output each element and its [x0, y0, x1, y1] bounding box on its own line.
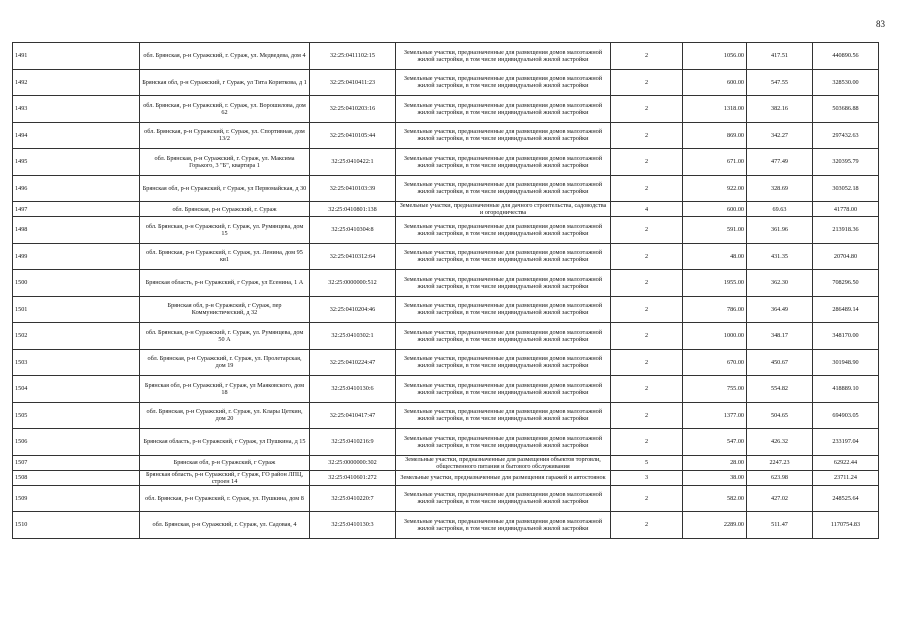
- row-land-use-category: Земельные участки, предназначенные для размещения домов малоэтажной жилой застройки, в том числе индивидуальной жилой застройки: [396, 376, 611, 403]
- row-specific-value: 504.65: [747, 402, 813, 429]
- row-specific-value: 362.30: [747, 270, 813, 297]
- row-area: 1318.00: [683, 96, 747, 123]
- row-area: 786.00: [683, 296, 747, 323]
- row-cadastral-value: 328530.00: [813, 69, 879, 96]
- table-row: [13, 175, 879, 202]
- row-cadastral-value: 297432.63: [813, 122, 879, 149]
- row-area: 755.00: [683, 376, 747, 403]
- row-specific-value: 417.51: [747, 43, 813, 70]
- row-address: обл. Брянская, р-н Суражский, г. Сураж, ул. Румянцева, дом 15: [140, 217, 310, 244]
- row-area: 600.00: [683, 202, 747, 217]
- row-land-use-category: Земельные участки, предназначенные для размещения домов малоэтажной жилой застройки, в том числе индивидуальной жилой застройки: [396, 349, 611, 376]
- table-row: [13, 69, 879, 96]
- row-land-use-category: Земельные участки, предназначенные для размещения объектов торговли, общественного питания и бытового обслуживания: [396, 455, 611, 470]
- row-group-code: 2: [611, 512, 683, 539]
- row-cadastral-number: 32:25:0410103:39: [310, 175, 396, 202]
- row-land-use-category: Земельные участки, предназначенные для размещения домов малоэтажной жилой застройки, в том числе индивидуальной жилой застройки: [396, 296, 611, 323]
- row-cadastral-number: 32:25:0410224:47: [310, 349, 396, 376]
- row-area: 48.00: [683, 243, 747, 270]
- row-specific-value: 348.17: [747, 323, 813, 350]
- row-cadastral-number: 32:25:0410216:9: [310, 429, 396, 456]
- row-specific-value: 69.63: [747, 202, 813, 217]
- row-area: 1000.00: [683, 323, 747, 350]
- row-group-code: 2: [611, 149, 683, 176]
- row-cadastral-value: 20704.80: [813, 243, 879, 270]
- row-number: 1506: [13, 429, 140, 456]
- row-specific-value: 477.49: [747, 149, 813, 176]
- row-number: 1499: [13, 243, 140, 270]
- row-address: Брянская обл, р-н Суражский, г Сураж, пер Коммунистический, д 32: [140, 296, 310, 323]
- row-address: Брянская область, р-н Суражский, г Сураж, ГО район ЛПЦ, строен 14: [140, 470, 310, 485]
- row-specific-value: 547.55: [747, 69, 813, 96]
- row-cadastral-value: 233197.04: [813, 429, 879, 456]
- row-cadastral-number: 32:25:0410203:16: [310, 96, 396, 123]
- row-area: 922.00: [683, 175, 747, 202]
- row-land-use-category: Земельные участки, предназначенные для размещения домов малоэтажной жилой застройки, в том числе индивидуальной жилой застройки: [396, 270, 611, 297]
- row-number: 1507: [13, 455, 140, 470]
- row-number: 1502: [13, 323, 140, 350]
- row-land-use-category: Земельные участки, предназначенные для размещения домов малоэтажной жилой застройки, в том числе индивидуальной жилой застройки: [396, 217, 611, 244]
- row-area: 1377.00: [683, 402, 747, 429]
- row-specific-value: 554.82: [747, 376, 813, 403]
- row-land-use-category: Земельные участки, предназначенные для размещения домов малоэтажной жилой застройки, в том числе индивидуальной жилой застройки: [396, 122, 611, 149]
- row-group-code: 2: [611, 323, 683, 350]
- row-specific-value: 382.16: [747, 96, 813, 123]
- row-number: 1493: [13, 96, 140, 123]
- row-land-use-category: Земельные участки, предназначенные для размещения домов малоэтажной жилой застройки, в том числе индивидуальной жилой застройки: [396, 485, 611, 512]
- row-number: 1504: [13, 376, 140, 403]
- row-address: обл. Брянская, р-н Суражский, г. Сураж, ул. Ворошилова, дом 62: [140, 96, 310, 123]
- table-row: [13, 122, 879, 149]
- row-number: 1501: [13, 296, 140, 323]
- row-group-code: 2: [611, 485, 683, 512]
- row-land-use-category: Земельные участки, предназначенные для размещения домов малоэтажной жилой застройки, в том числе индивидуальной жилой застройки: [396, 512, 611, 539]
- table-row: [13, 217, 879, 244]
- row-number: 1508: [13, 470, 140, 485]
- row-cadastral-value: 1170754.83: [813, 512, 879, 539]
- table-row: [13, 402, 879, 429]
- row-cadastral-number: 32:25:0410130:3: [310, 512, 396, 539]
- page-number: 83: [876, 19, 885, 29]
- row-group-code: 2: [611, 402, 683, 429]
- row-address: Брянская обл, р-н Суражский, г Сураж, ул Первомайская, д 30: [140, 175, 310, 202]
- row-group-code: 2: [611, 122, 683, 149]
- row-number: 1491: [13, 43, 140, 70]
- row-address: Брянская область, р-н Суражский, г Сураж, ул Есенина, 1 А: [140, 270, 310, 297]
- table-row: [13, 149, 879, 176]
- row-cadastral-number: 32:25:0410422:1: [310, 149, 396, 176]
- row-group-code: 3: [611, 470, 683, 485]
- row-address: обл. Брянская, р-н Суражский, г. Сураж, ул. Ленина, дом 95 кв1: [140, 243, 310, 270]
- row-area: 582.00: [683, 485, 747, 512]
- land-registry-table: [12, 42, 879, 539]
- row-area: 671.00: [683, 149, 747, 176]
- row-cadastral-value: 418889.10: [813, 376, 879, 403]
- table-row: [13, 43, 879, 70]
- row-area: 670.00: [683, 349, 747, 376]
- row-area: 1955.00: [683, 270, 747, 297]
- row-cadastral-value: 213918.36: [813, 217, 879, 244]
- row-number: 1500: [13, 270, 140, 297]
- row-land-use-category: Земельные участки, предназначенные для размещения домов малоэтажной жилой застройки, в том числе индивидуальной жилой застройки: [396, 149, 611, 176]
- row-address: Брянская обл, р-н Суражский, г Сураж, ул Тита Кориткова, д 1: [140, 69, 310, 96]
- row-cadastral-value: 23711.24: [813, 470, 879, 485]
- row-address: Брянская обл, р-н Суражский, г Сураж: [140, 455, 310, 470]
- row-land-use-category: Земельные участки, предназначенные для дачного строительства, садоводства и огородничества: [396, 202, 611, 217]
- table-body: [13, 43, 879, 539]
- row-specific-value: 2247.23: [747, 455, 813, 470]
- row-number: 1509: [13, 485, 140, 512]
- row-land-use-category: Земельные участки, предназначенные для размещения домов малоэтажной жилой застройки, в том числе индивидуальной жилой застройки: [396, 323, 611, 350]
- row-address: обл. Брянская, р-н Суражский, г. Сураж, ул. Румянцева, дом 50 А: [140, 323, 310, 350]
- table-row: [13, 296, 879, 323]
- row-address: обл. Брянская, р-н Суражский, г. Сураж, ул. Спортивная, дом 13/2: [140, 122, 310, 149]
- row-cadastral-number: 32:25:0410220:7: [310, 485, 396, 512]
- table-row: [13, 202, 879, 217]
- row-land-use-category: Земельные участки, предназначенные для размещения домов малоэтажной жилой застройки, в том числе индивидуальной жилой застройки: [396, 43, 611, 70]
- row-number: 1510: [13, 512, 140, 539]
- row-group-code: 2: [611, 376, 683, 403]
- row-number: 1503: [13, 349, 140, 376]
- row-number: 1497: [13, 202, 140, 217]
- row-cadastral-value: 694903.05: [813, 402, 879, 429]
- row-cadastral-value: 301948.90: [813, 349, 879, 376]
- row-cadastral-number: 32:25:0410304:8: [310, 217, 396, 244]
- row-land-use-category: Земельные участки, предназначенные для размещения домов малоэтажной жилой застройки, в том числе индивидуальной жилой застройки: [396, 402, 611, 429]
- row-address: обл. Брянская, р-н Суражский, г. Сураж, ул. Максима Горького, 3 "Б", квартира 1: [140, 149, 310, 176]
- row-group-code: 2: [611, 96, 683, 123]
- row-land-use-category: Земельные участки, предназначенные для размещения домов малоэтажной жилой застройки, в том числе индивидуальной жилой застройки: [396, 429, 611, 456]
- row-cadastral-value: 440890.56: [813, 43, 879, 70]
- row-specific-value: 426.32: [747, 429, 813, 456]
- row-cadastral-number: 32:25:0410417:47: [310, 402, 396, 429]
- table-row: [13, 323, 879, 350]
- row-group-code: 2: [611, 175, 683, 202]
- row-land-use-category: Земельные участки, предназначенные для размещения домов малоэтажной жилой застройки, в том числе индивидуальной жилой застройки: [396, 243, 611, 270]
- row-specific-value: 427.02: [747, 485, 813, 512]
- row-specific-value: 364.49: [747, 296, 813, 323]
- row-cadastral-number: 32:25:0000000:302: [310, 455, 396, 470]
- table-row: [13, 485, 879, 512]
- row-address: обл. Брянская, р-н Суражский, г. Сураж, ул. Клары Цеткин, дом 20: [140, 402, 310, 429]
- row-number: 1505: [13, 402, 140, 429]
- row-address: обл. Брянская, р-н Суражский, г. Сураж, ул. Пролетарская, дом 19: [140, 349, 310, 376]
- row-cadastral-number: 32:25:0410411:23: [310, 69, 396, 96]
- row-cadastral-value: 248525.64: [813, 485, 879, 512]
- row-address: обл. Брянская, р-н Суражский, г. Сураж, ул. Медведева, дом 4: [140, 43, 310, 70]
- row-cadastral-number: 32:25:0410312:64: [310, 243, 396, 270]
- row-cadastral-number: 32:25:0411102:15: [310, 43, 396, 70]
- table-row: [13, 376, 879, 403]
- row-land-use-category: Земельные участки, предназначенные для размещения домов малоэтажной жилой застройки, в том числе индивидуальной жилой застройки: [396, 96, 611, 123]
- row-specific-value: 450.67: [747, 349, 813, 376]
- row-number: 1492: [13, 69, 140, 96]
- row-land-use-category: Земельные участки, предназначенные для размещения домов малоэтажной жилой застройки, в том числе индивидуальной жилой застройки: [396, 175, 611, 202]
- row-specific-value: 431.35: [747, 243, 813, 270]
- row-cadastral-value: 303052.18: [813, 175, 879, 202]
- row-cadastral-number: 32:25:0410130:6: [310, 376, 396, 403]
- table-row: [13, 512, 879, 539]
- row-area: 600.00: [683, 69, 747, 96]
- row-cadastral-number: 32:25:0410302:1: [310, 323, 396, 350]
- row-specific-value: 328.69: [747, 175, 813, 202]
- row-group-code: 2: [611, 270, 683, 297]
- row-group-code: 2: [611, 43, 683, 70]
- table-row: [13, 455, 879, 470]
- row-specific-value: 361.96: [747, 217, 813, 244]
- row-land-use-category: Земельные участки, предназначенные для размещения домов малоэтажной жилой застройки, в том числе индивидуальной жилой застройки: [396, 69, 611, 96]
- row-group-code: 4: [611, 202, 683, 217]
- row-cadastral-number: 32:25:0410105:44: [310, 122, 396, 149]
- row-number: 1498: [13, 217, 140, 244]
- row-specific-value: 342.27: [747, 122, 813, 149]
- row-address: обл. Брянская, р-н Суражский, г. Сураж, ул. Пушкина, дом 8: [140, 485, 310, 512]
- row-number: 1496: [13, 175, 140, 202]
- row-group-code: 2: [611, 296, 683, 323]
- row-group-code: 5: [611, 455, 683, 470]
- row-land-use-category: Земельные участки, предназначенные для размещения гаражей и автостоянок: [396, 470, 611, 485]
- row-specific-value: 623.98: [747, 470, 813, 485]
- row-area: 591.00: [683, 217, 747, 244]
- row-area: 547.00: [683, 429, 747, 456]
- row-cadastral-value: 62922.44: [813, 455, 879, 470]
- row-address: обл. Брянская, р-н Суражский, г. Сураж: [140, 202, 310, 217]
- row-cadastral-value: 348170.00: [813, 323, 879, 350]
- row-area: 2289.00: [683, 512, 747, 539]
- row-number: 1494: [13, 122, 140, 149]
- row-group-code: 2: [611, 69, 683, 96]
- table-row: [13, 270, 879, 297]
- row-address: обл. Брянская, р-н Суражский, г. Сураж, ул. Садовая, 4: [140, 512, 310, 539]
- table-row: [13, 470, 879, 485]
- row-number: 1495: [13, 149, 140, 176]
- table-row: [13, 243, 879, 270]
- row-cadastral-value: 41778.00: [813, 202, 879, 217]
- row-area: 1056.00: [683, 43, 747, 70]
- row-cadastral-number: 32:25:0410801:138: [310, 202, 396, 217]
- row-cadastral-value: 708296.50: [813, 270, 879, 297]
- row-cadastral-value: 286489.14: [813, 296, 879, 323]
- table-row: [13, 96, 879, 123]
- row-specific-value: 511.47: [747, 512, 813, 539]
- row-cadastral-value: 503686.88: [813, 96, 879, 123]
- row-address: Брянская область, р-н Суражский, г Сураж, ул Пушкина, д 15: [140, 429, 310, 456]
- row-cadastral-number: 32:25:0410601:272: [310, 470, 396, 485]
- row-group-code: 2: [611, 243, 683, 270]
- row-group-code: 2: [611, 349, 683, 376]
- table-row: [13, 429, 879, 456]
- row-cadastral-value: 320395.79: [813, 149, 879, 176]
- row-address: Брянская обл, р-н Суражский, г Сураж, ул Маяковского, дом 18: [140, 376, 310, 403]
- row-area: 38.00: [683, 470, 747, 485]
- row-group-code: 2: [611, 217, 683, 244]
- row-area: 869.00: [683, 122, 747, 149]
- row-cadastral-number: 32:25:0000000:512: [310, 270, 396, 297]
- row-area: 28.00: [683, 455, 747, 470]
- row-group-code: 2: [611, 429, 683, 456]
- row-cadastral-number: 32:25:0410204:46: [310, 296, 396, 323]
- table-row: [13, 349, 879, 376]
